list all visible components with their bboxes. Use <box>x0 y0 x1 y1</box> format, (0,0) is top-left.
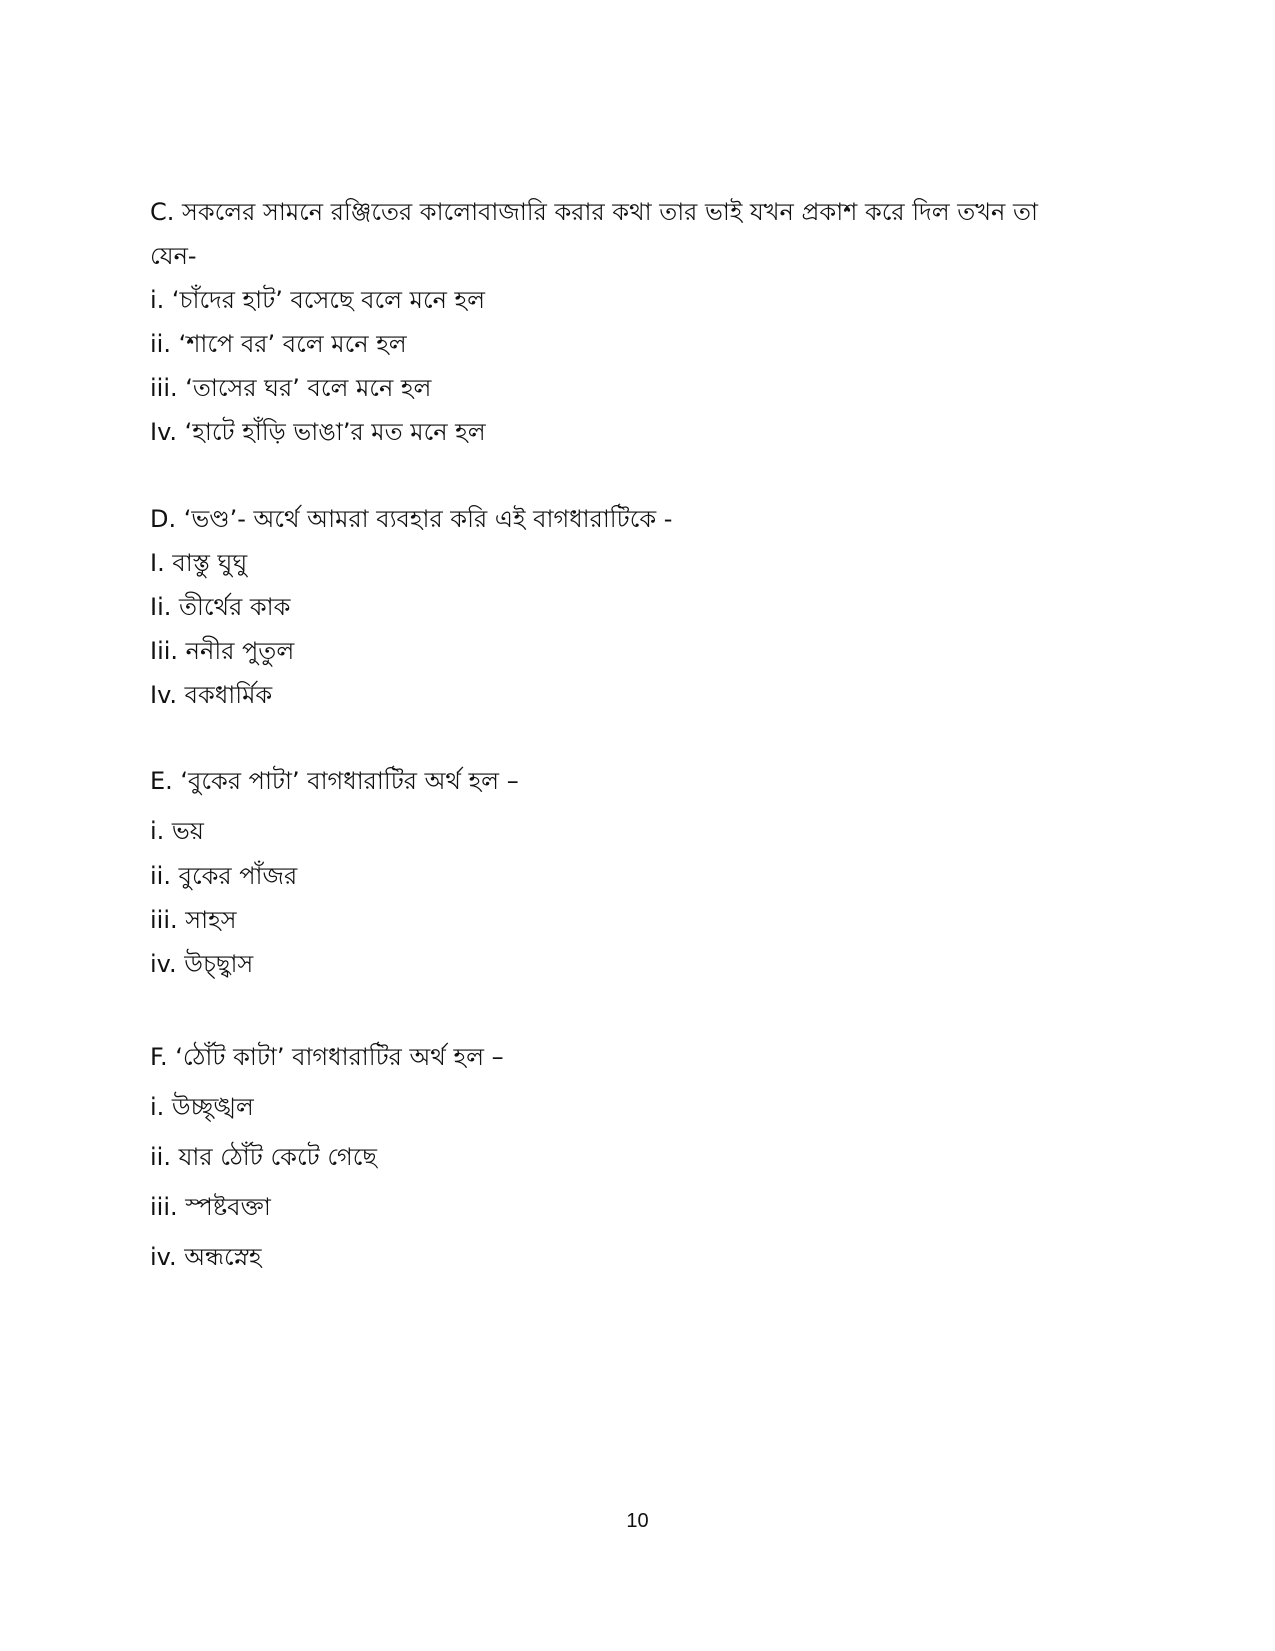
question-f-prompt: F. ‘ঠোঁট কাটা’ বাগধারাটির অর্থ হল – <box>150 1043 504 1071</box>
question-c-prompt-line1: C. সকলের সামনে রঞ্জিতের কালোবাজারি করার কথা তার ভাই যখন প্রকাশ করে দিল তখন তা <box>150 198 1038 226</box>
question-e-option-1: i. ভয় <box>150 817 204 845</box>
question-d-prompt: D. ‘ভণ্ড’- অর্থে আমরা ব্যবহার করি এই বাগধারাটিকে - <box>150 505 673 533</box>
question-f-option-4: iv. অন্ধস্নেহ <box>150 1243 262 1271</box>
page-number: 10 <box>626 1510 649 1532</box>
question-e-prompt: E. ‘বুকের পাটা’ বাগধারাটির অর্থ হল – <box>150 767 519 795</box>
question-f-option-2: ii. যার ঠোঁট কেটে গেছে <box>150 1143 377 1171</box>
question-e-option-4: iv. উচ্ছ্বাস <box>150 950 254 978</box>
question-d-option-4: Iv. বকধার্মিক <box>150 681 273 709</box>
question-e-option-2: ii. বুকের পাঁজর <box>150 862 298 890</box>
question-c-option-4: Iv. ‘হাটে হাঁড়ি ভাঙা’র মত মনে হল <box>150 418 486 446</box>
question-d-option-2: Ii. তীর্থের কাক <box>150 593 291 621</box>
question-e-option-3: iii. সাহস <box>150 906 237 934</box>
question-d-option-3: Iii. ননীর পুতুল <box>150 637 295 665</box>
question-d-option-1: I. বাস্তু ঘুঘু <box>150 549 248 577</box>
question-f-option-1: i. উচ্ছৃঙ্খল <box>150 1093 254 1121</box>
question-c-option-3: iii. ‘তাসের ঘর’ বলে মনে হল <box>150 374 432 402</box>
question-c-prompt-line2: যেন- <box>150 242 197 270</box>
question-c-option-1: i. ‘চাঁদের হাট’ বসেছে বলে মনে হল <box>150 286 486 314</box>
question-f-option-3: iii. স্পষ্টবক্তা <box>150 1193 271 1221</box>
question-c-option-2: ii. ‘শাপে বর’ বলে মনে হল <box>150 330 407 358</box>
